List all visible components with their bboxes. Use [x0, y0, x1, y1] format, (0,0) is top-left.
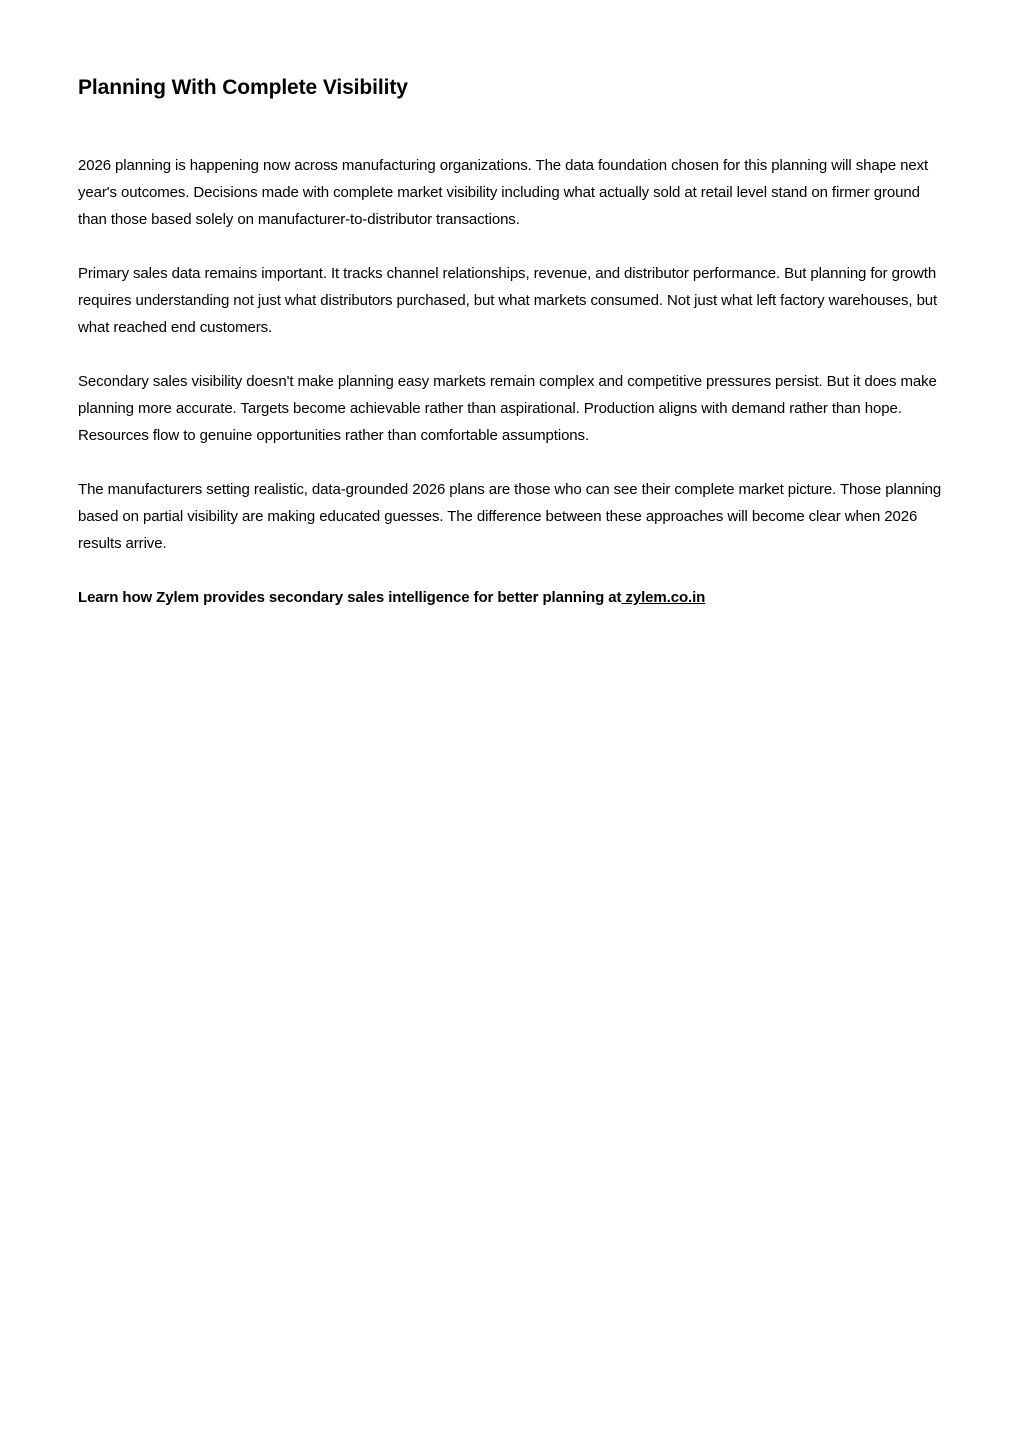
paragraph-secondary-sales: Secondary sales visibility doesn't make planning easy markets remain complex and competitive pressures persist. But it does make planning more accurate. Targets become achievable rather than aspirational. Production aligns with demand rather than hope. Resources flow to genuine opportunities rather than comfortable assumptions.	[78, 373, 937, 444]
page-title: Planning With Complete Visibility	[78, 76, 408, 99]
paragraph-manufacturers: The manufacturers setting realistic, data-grounded 2026 plans are those who can see their complete market picture. Those planning based on partial visibility are making educated guesses. The difference between these approaches will become clear when 2026 results arrive.	[78, 481, 942, 552]
paragraph-planning-now: 2026 planning is happening now across manufacturing organizations. The data foundation chosen for this planning will shape next year's outcomes. Decisions made with complete market visibility including what actually sold at retail level stand on firmer ground than those based solely on manufacturer-to-distributor transactions.	[78, 157, 929, 228]
document-page	[78, 72, 948, 611]
call-to-action	[78, 584, 948, 611]
cta-text: Learn how Zylem provides secondary sales intelligence for better planning at	[78, 589, 622, 606]
zylem-link[interactable]: zylem.co.in	[621, 589, 706, 606]
paragraph-primary-sales: Primary sales data remains important. It tracks channel relationships, revenue, and distributor performance. But planning for growth requires understanding not just what distributors purchased, but what markets consumed. Not just what left factory warehouses, but what reached end customers.	[78, 265, 938, 336]
